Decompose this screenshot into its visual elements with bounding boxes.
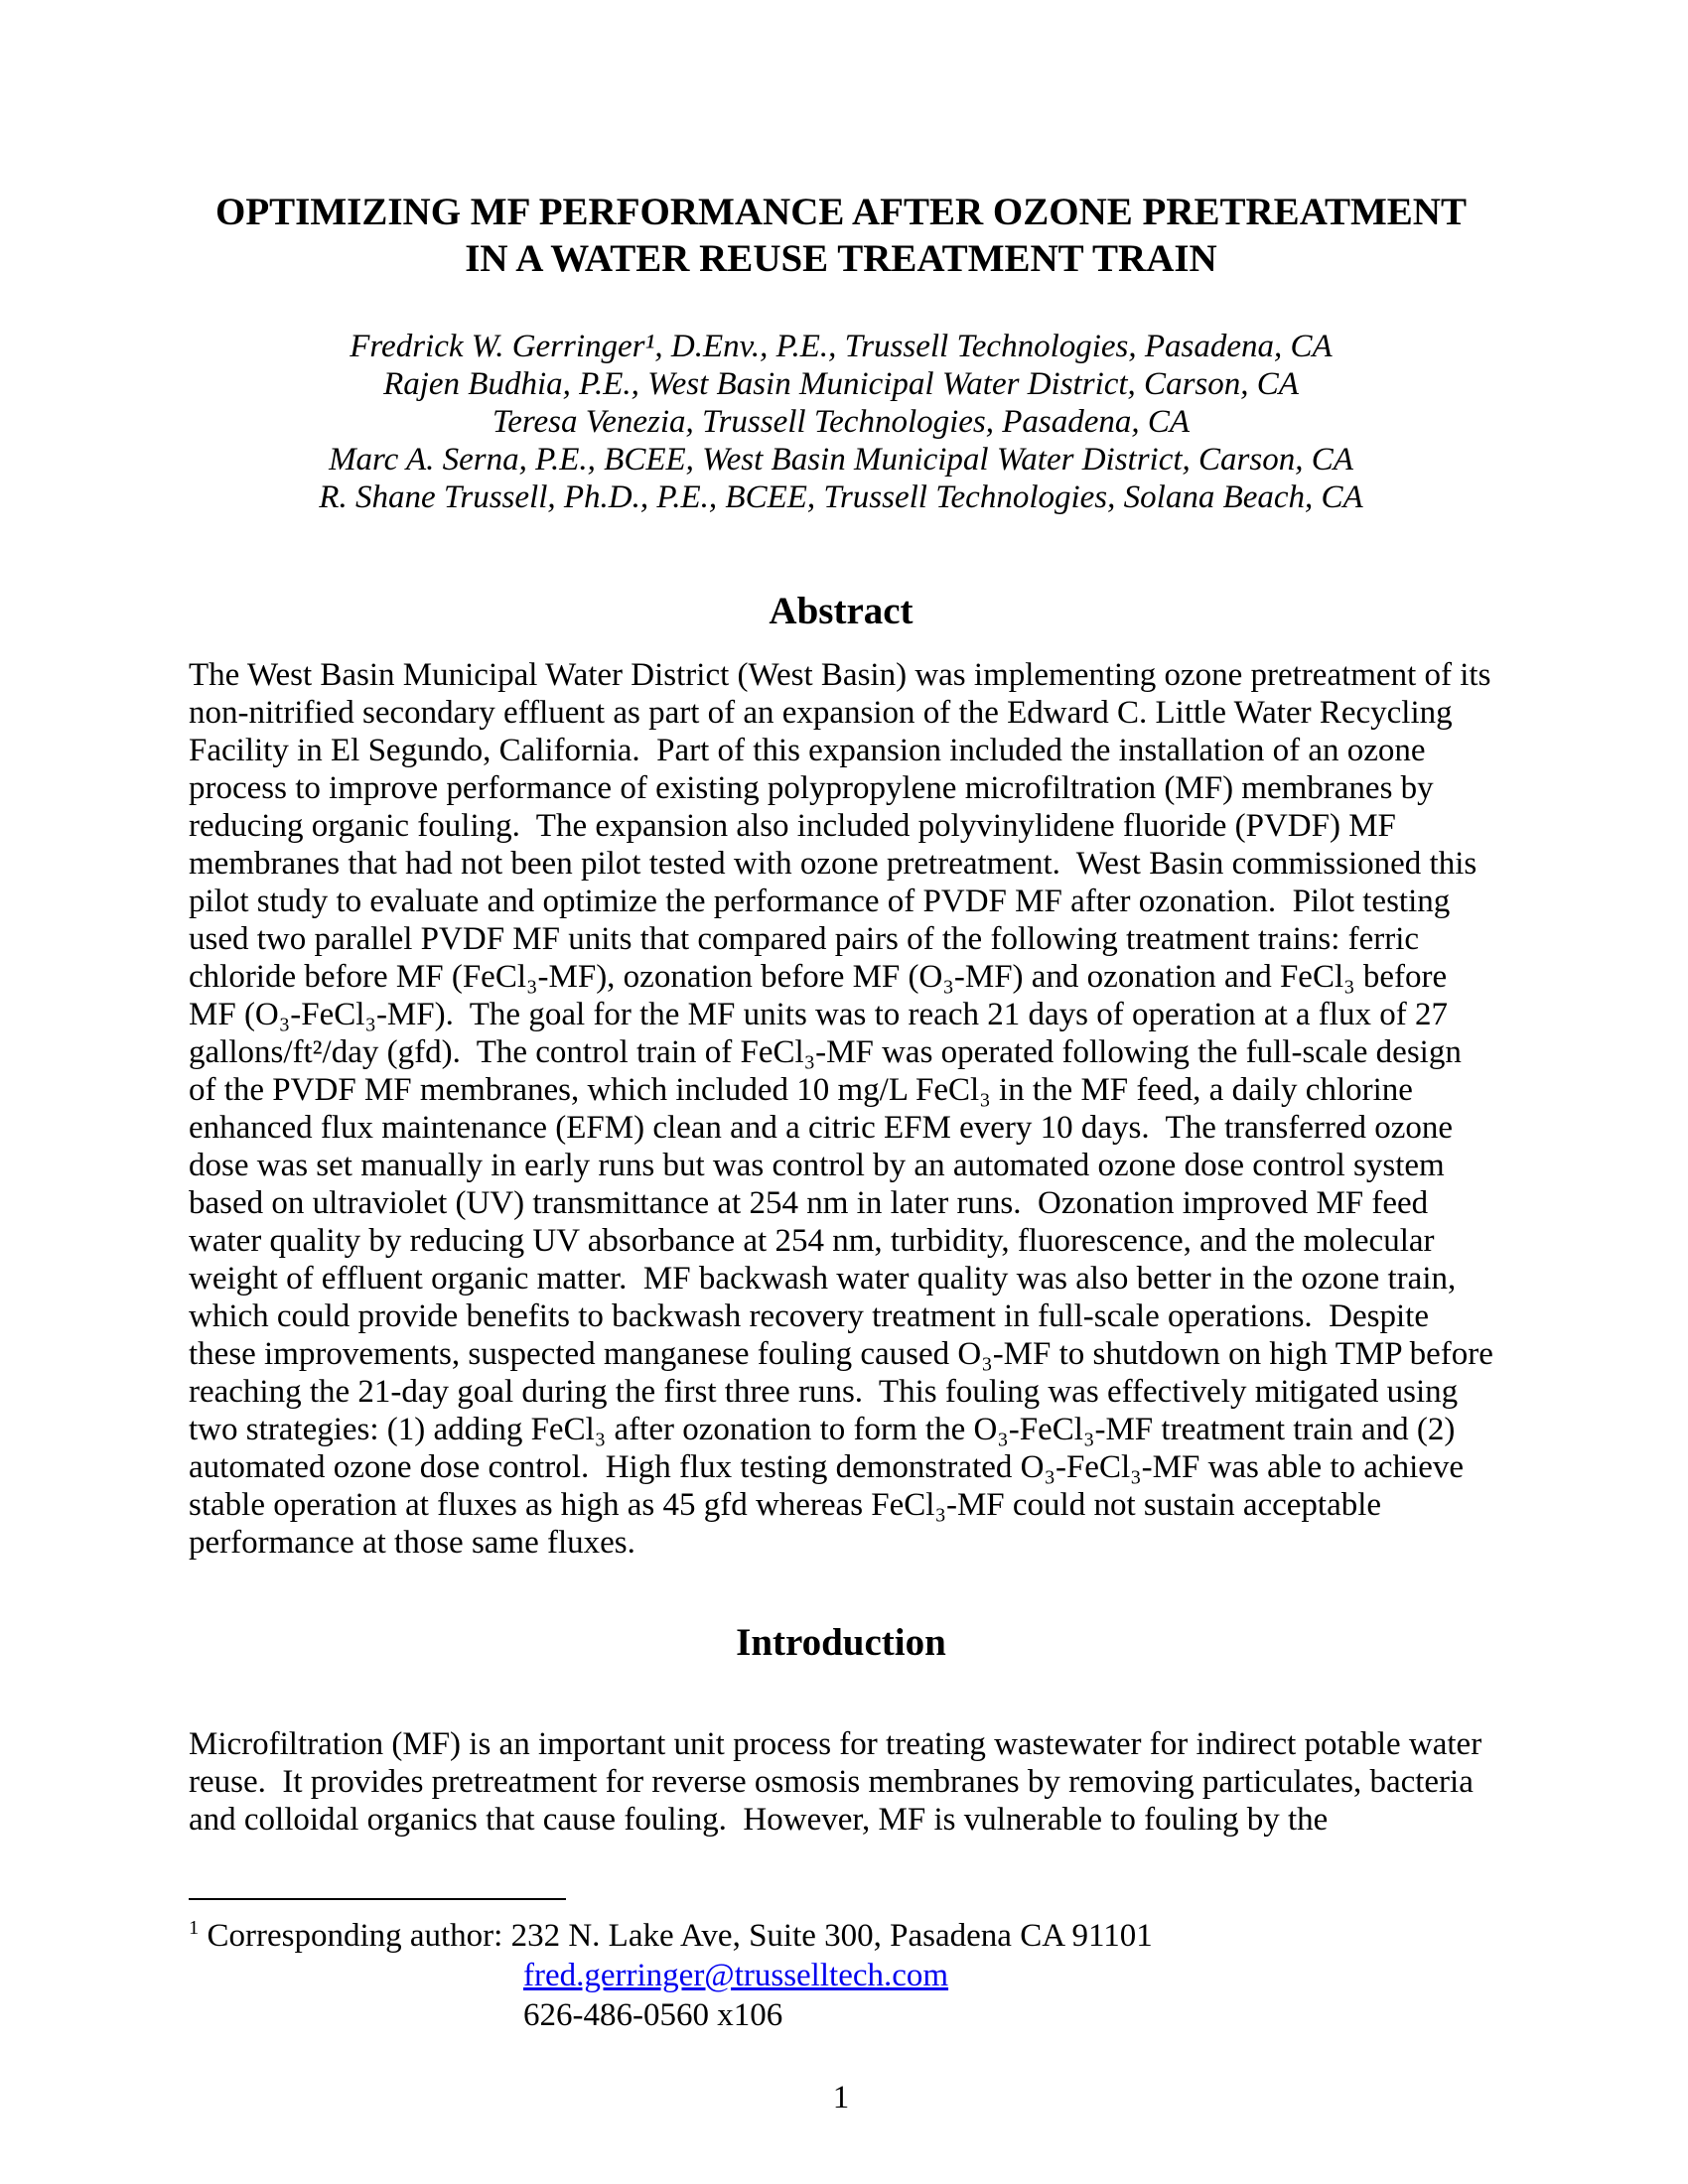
introduction-heading: Introduction	[736, 1621, 946, 1664]
footnote-line	[189, 1916, 1493, 1956]
footnote-email-link[interactable]: fred.gerringer@trusselltech.com	[523, 1958, 949, 1993]
footnote-email-line	[189, 1956, 1493, 1995]
paper-title	[189, 189, 1493, 282]
author-line-2: Rajen Budhia, P.E., West Basin Municipal Water District, Carson, CA	[383, 366, 1299, 402]
author-line-5: R. Shane Trussell, Ph.D., P.E., BCEE, Trussell Technologies, Solana Beach, CA	[319, 479, 1363, 515]
introduction-body: Microfiltration (MF) is an important unit process for treating wastewater for indirect potable water reuse. It provides pretreatment for reverse osmosis membranes by removing particulates, bacteria and colloidal organics that cause fouling. However, MF is vulnerable to fouling by the	[189, 1726, 1490, 1838]
footnote-phone: 626-486-0560 x106	[523, 1997, 783, 2033]
author-line-3: Teresa Venezia, Trussell Technologies, Pasadena, CA	[492, 404, 1191, 440]
abstract-heading: Abstract	[769, 590, 914, 632]
author-line-4: Marc A. Serna, P.E., BCEE, West Basin Municipal Water District, Carson, CA	[329, 442, 1353, 478]
footnote-separator	[189, 1898, 566, 1900]
footnote-marker: 1	[189, 1917, 200, 1939]
footnote	[189, 1898, 1493, 2035]
footnote-text: Corresponding author: 232 N. Lake Ave, Suite 300, Pasadena CA 91101	[207, 1918, 1153, 1954]
title-line-2: IN A WATER REUSE TREATMENT TRAIN	[465, 237, 1217, 280]
author-list	[189, 328, 1493, 516]
page-number: 1	[832, 2080, 850, 2116]
title-line-1: OPTIMIZING MF PERFORMANCE AFTER OZONE PRETREATMENT	[215, 191, 1467, 233]
author-line-1: Fredrick W. Gerringer¹, D.Env., P.E., Trussell Technologies, Pasadena, CA	[350, 329, 1333, 364]
abstract-body: The West Basin Municipal Water District (West Basin) was implementing ozone pretreatment of its non-nitrified secondary effluent as part of an expansion of the Edward C. Little Water Recycling Facility in El Segundo, California. Part of this expansion included the installation of an ozone process to improve performance of existing polypropylene microfiltration (MF) membranes by reducing organic fouling. The expansion also included polyvinylidene fluoride (PVDF) MF membranes that had not been pilot tested with ozone pretreatment. West Basin commissioned this pilot study to evaluate and optimize the performance of PVDF MF after ozonation. Pilot testing used two parallel PVDF MF units that compared pairs of the following treatment trains: ferric chloride before MF (FeCl₃-MF), ozonation before MF (O₃-MF) and ozonation and FeCl₃ before MF (O₃-FeCl₃-MF). The goal for the MF units was to reach 21 days of operation at a flux of 27 gallons/ft²/day (gfd). The control train of FeCl₃-MF was operated following the full-scale design of the PVDF MF membranes, which included 10 mg/L FeCl₃ in the MF feed, a daily chlorine enhanced flux maintenance (EFM) clean and a citric EFM every 10 days. The transferred ozone dose was set manually in early runs but was control by an automated ozone dose control system based on ultraviolet (UV) transmittance at 254 nm in later runs. Ozonation improved MF feed water quality by reducing UV absorbance at 254 nm, turbidity, fluorescence, and the molecular weight of effluent organic matter. MF backwash water quality was also better in the ozone train, which could provide benefits to backwash recovery treatment in full-scale operations. Despite these improvements, suspected manganese fouling caused O₃-MF to shutdown on high TMP before reaching the 21-day goal during the first three runs. This fouling was effectively mitigated using two strategies: (1) adding FeCl₃ after ozonation to form the O₃-FeCl₃-MF treatment train and (2) automated ozone dose control. High flux testing demonstrated O₃-FeCl₃-MF was able to achieve stable operation at fluxes as high as 45 gfd whereas FeCl₃-MF could not sustain acceptable performance at those same fluxes.	[189, 657, 1502, 1561]
